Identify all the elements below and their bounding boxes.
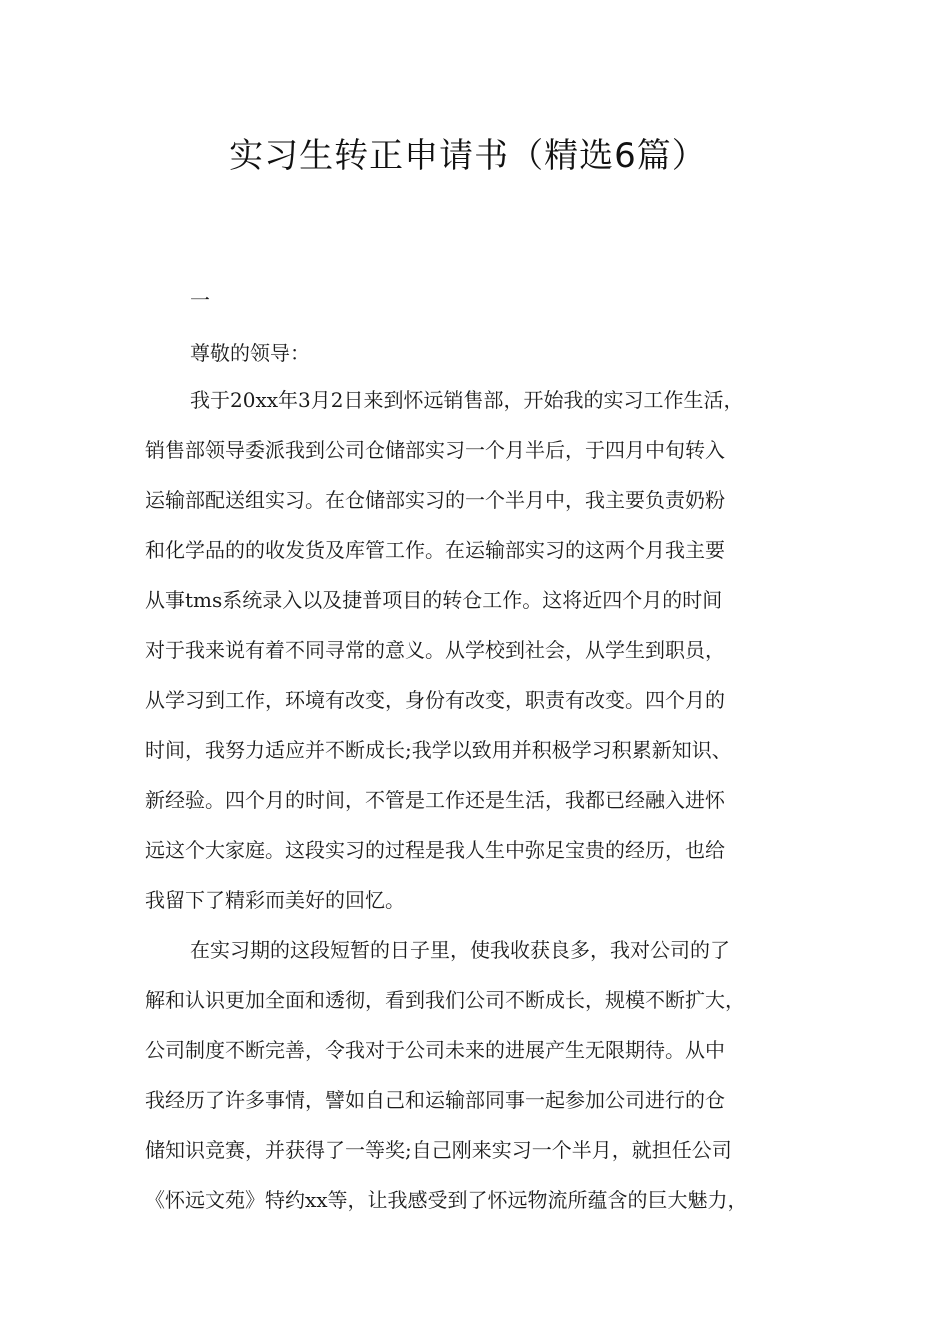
paragraph-line: 解和认识更加全面和透彻，看到我们公司不断成长，规模不断扩大， [145, 988, 745, 1012]
paragraph-line: 新经验。四个月的时间，不管是工作还是生活，我都已经融入进怀 [145, 788, 725, 812]
paragraph-line: 我经历了许多事情，譬如自己和运输部同事一起参加公司进行的仓 [145, 1088, 725, 1112]
paragraph-line: 在实习期的这段短暂的日子里，使我收获良多，我对公司的了 [190, 938, 730, 962]
document-title: 实习生转正申请书（精选6篇） [229, 136, 707, 176]
paragraph-line: 运输部配送组实习。在仓储部实习的一个半月中，我主要负责奶粉 [145, 488, 725, 512]
paragraph-line: 储知识竞赛，并获得了一等奖;自己刚来实习一个半月，就担任公司 [145, 1138, 732, 1162]
paragraph-line: 对于我来说有着不同寻常的意义。从学校到社会，从学生到职员， [145, 638, 725, 662]
section-number: 一 [190, 288, 210, 312]
paragraph-line: 我留下了精彩而美好的回忆。 [145, 888, 405, 912]
paragraph-line: 时间，我努力适应并不断成长;我学以致用并积极学习积累新知识、 [145, 738, 732, 762]
paragraph-line: 远这个大家庭。这段实习的过程是我人生中弥足宝贵的经历，也给 [145, 838, 725, 862]
paragraph-line: 从事tms系统录入以及捷普项目的转仓工作。这将近四个月的时间 [145, 588, 723, 612]
paragraph-line: 销售部领导委派我到公司仓储部实习一个月半后，于四月中旬转入 [145, 438, 725, 462]
paragraph-line: 从学习到工作，环境有改变，身份有改变，职责有改变。四个月的 [145, 688, 725, 712]
paragraph-line: 和化学品的的收发货及库管工作。在运输部实习的这两个月我主要 [145, 538, 725, 562]
paragraph-line: 我于20xx年3月2日来到怀远销售部，开始我的实习工作生活， [190, 388, 744, 412]
paragraph-line: 公司制度不断完善，令我对于公司未来的进展产生无限期待。从中 [145, 1038, 725, 1062]
paragraph-line: 《怀远文苑》特约xx等，让我感受到了怀远物流所蕴含的巨大魅力， [145, 1188, 748, 1212]
salutation: 尊敬的领导： [190, 341, 310, 365]
